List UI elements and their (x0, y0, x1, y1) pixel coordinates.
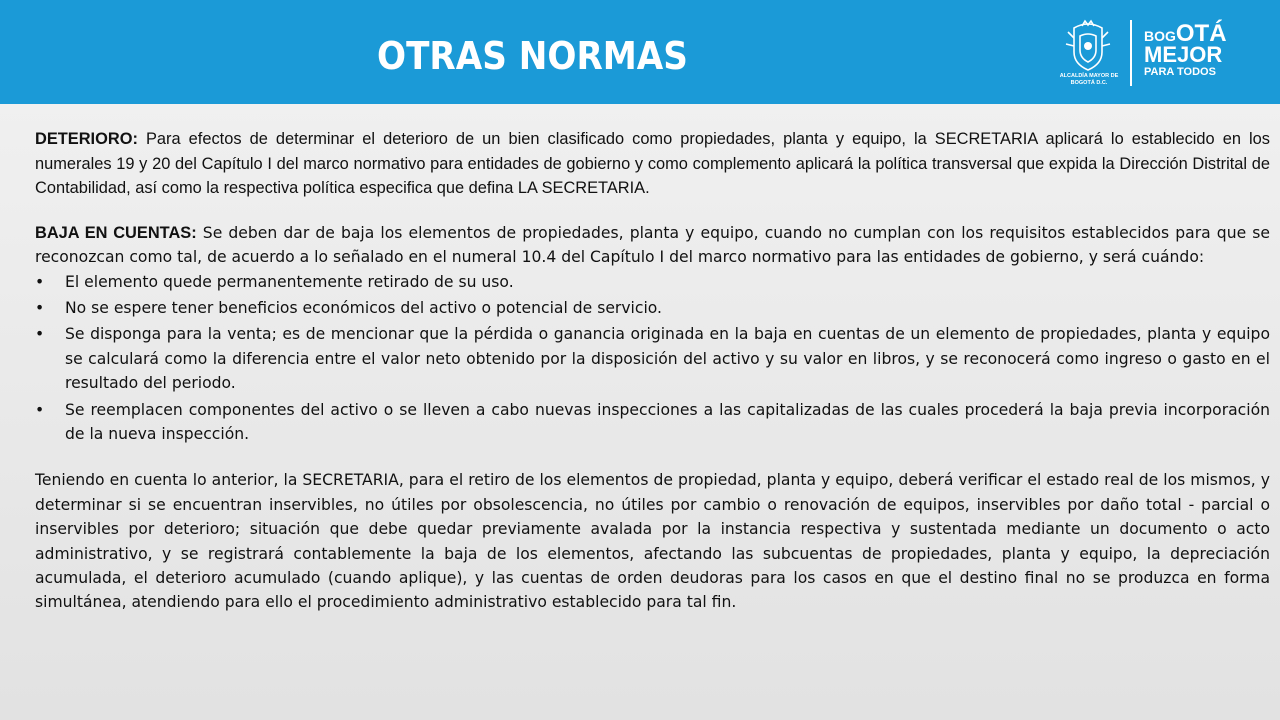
logo-group (1050, 18, 1265, 90)
deterioro-text: Para efectos de determinar el deterioro de un bien clasificado como propiedades, planta y equipo, la SECRETARIA aplicará lo establecido en los numerales 19 y 20 del Capítulo I del marco normativo para entidades de gobierno y como complemento aplicará la política transversal que expida la Dirección Distrital de Contabilidad, así como la respectiva política especifica que defina LA SECRETARIA. (35, 130, 1270, 198)
header-bar (0, 0, 1280, 104)
baja-paragraph (35, 221, 1270, 270)
logo-separator (1130, 20, 1132, 86)
slide-content (35, 127, 1270, 615)
logo-mejor: MEJOR (1144, 42, 1223, 67)
logo-bog: BOG (1144, 28, 1176, 44)
page-title: OTRAS NORMAS (377, 34, 688, 78)
deterioro-heading: DETERIORO: (35, 130, 138, 148)
logo-para-todos: PARA TODOS (1144, 66, 1216, 78)
baja-heading: BAJA EN CUENTAS: (35, 223, 197, 242)
bogota-mejor-logo (1144, 22, 1227, 78)
alcaldia-logo-text: ALCALDÍA MAYOR DE BOGOTÁ D.C. (1059, 73, 1119, 86)
list-item: • Se disponga para la venta; es de mencionar que la pérdida o ganancia originada en la baja en cuentas de un elemento de propiedades, planta y equipo se calculará como la diferencia entre el valor neto obtenido por la disposición del activo y su valor en libros, y se reconocerá como ingreso o gasto en el resultado del periodo. (35, 322, 1270, 395)
baja-bullet-list (35, 270, 1270, 447)
list-item: • Se reemplacen componentes del activo o se lleven a cabo nuevas inspecciones a las capitalizadas de las cuales procederá la baja previa incorporación de la nueva inspección. (35, 398, 1270, 447)
list-item: • El elemento quede permanentemente retirado de su uso. (35, 270, 1270, 294)
list-item: • No se espere tener beneficios económicos del activo o potencial de servicio. (35, 296, 1270, 320)
baja-text: Se deben dar de baja los elementos de propiedades, planta y equipo, cuando no cumplan con los requisitos establecidos para que se reconozcan como tal, de acuerdo a lo señalado en el numeral 10.4 del Capítulo I del marco normativo para las entidades de gobierno, y será cuándo: (35, 223, 1270, 267)
deterioro-paragraph (35, 127, 1270, 201)
logo-ota: OTÁ (1175, 20, 1227, 47)
closing-paragraph: Teniendo en cuenta lo anterior, la SECRETARIA, para el retiro de los elementos de propiedad, planta y equipo, deberá verificar el estado real de los mismos, y determinar si se encuentran inservibles, no útiles por obsolescencia, no útiles por cambio o renovación de equipos, inservibles por daño total - parcial o inservibles por deterioro; situación que debe quedar previamente avalada por la instancia respectiva y sustentada mediante un documento o acto administrativo, y se registrará contablemente la baja de los elementos, afectando las subcuentas de propiedades, planta y equipo, la depreciación acumulada, el deterioro acumulado (cuando aplique), y las cuentas de orden deudoras para los casos en que el destino final no se produzca en forma simultánea, atendiendo para ello el procedimiento administrativo establecido para tal fin. (35, 471, 1270, 612)
